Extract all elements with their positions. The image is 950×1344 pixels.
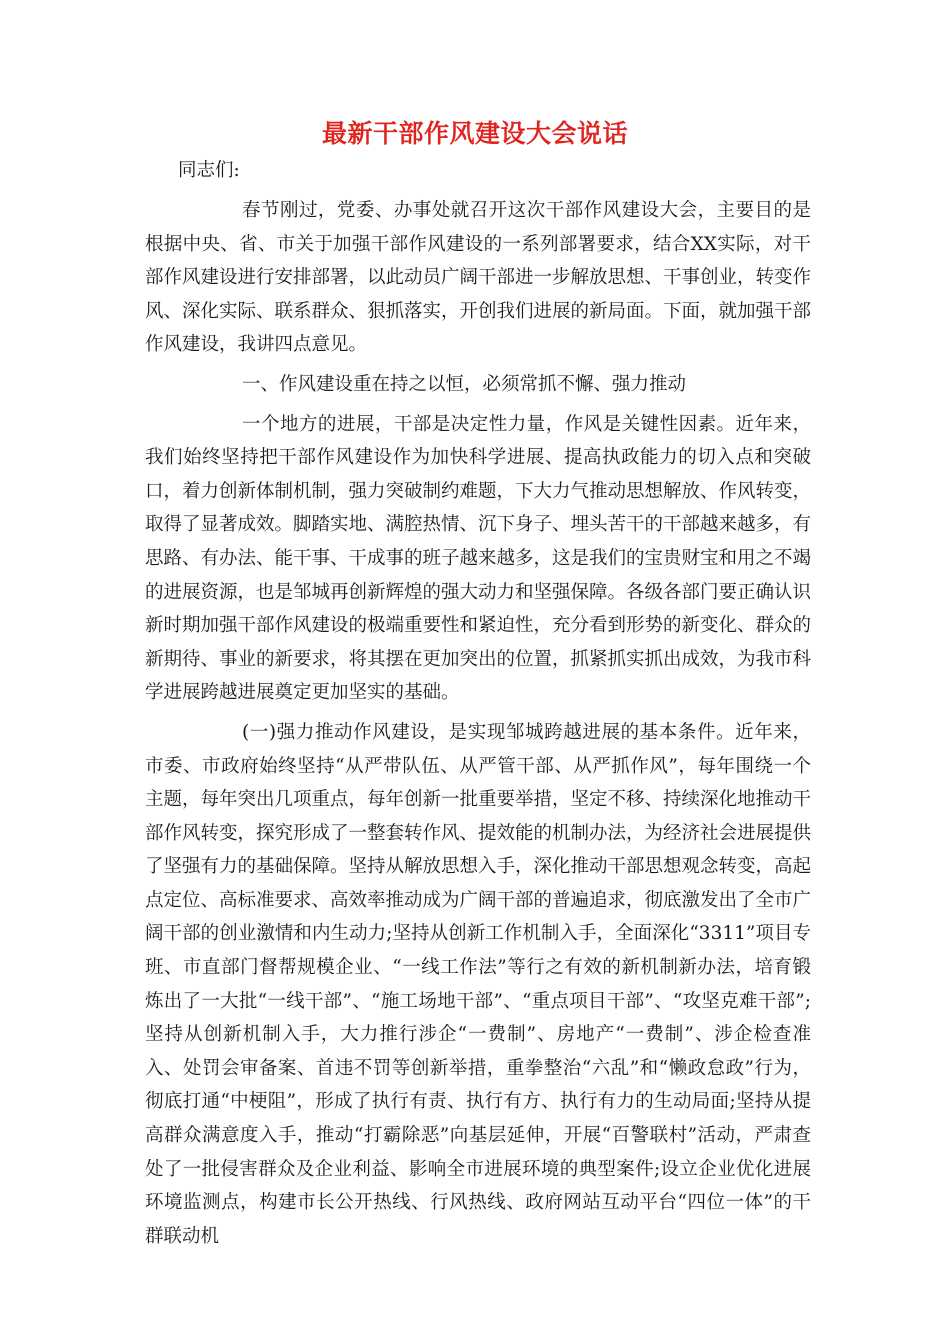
document-body	[145, 194, 811, 1259]
paragraph-intro: 春节刚过，党委、办事处就召开这次干部作风建设大会，主要目的是根据中央、省、市关于加强干部作风建设的一系列部署要求，结合XX实际，对干部作风建设进行安排部署，以此动员广阔干部进一步解放思想、干事创业，转变作风、深化实际、联系群众、狠抓落实，开创我们进展的新局面。下面，就加强干部作风建设，我讲四点意见。	[145, 200, 812, 356]
section-heading-1: 一、作风建设重在持之以恒，必须常抓不懈、强力推动	[242, 373, 687, 395]
salutation: 同志们:	[178, 160, 240, 181]
document-title: 最新干部作风建设大会说话	[321, 119, 628, 148]
paragraph-section-1: 一个地方的进展，干部是决定性力量，作风是关键性因素。近年来，我们始终坚持把干部作风建设作为加快科学进展、提高执政能力的切入点和突破口，着力创新体制机制，强力突破制约难题，下大力气推动思想解放、作风转变，取得了显著成效。脚踏实地、满腔热情、沉下身子、埋头苦干的干部越来越多，有思路、有办法、能干事、干成事的班子越来越多，这是我们的宝贵财宝和用之不竭的进展资源，也是邹城再创新辉煌的强大动力和坚强保障。各级各部门要正确认识新时期加强干部作风建设的极端重要性和紧迫性，充分看到形势的新变化、群众的新期待、事业的新要求，将其摆在更加突出的位置，抓紧抓实抓出成效，为我市科学进展跨越进展奠定更加坚实的基础。	[145, 413, 812, 704]
paragraph-subsection-1: (一)强力推动作风建设，是实现邹城跨越进展的基本条件。近年来，市委、市政府始终坚持“从严带队伍、从严管干部、从严抓作风”，每年围绕一个主题，每年突出几项重点，每年创新一批重要举措，坚定不移、持续深化地推动干部作风转变，探究形成了一整套转作风、提效能的机制办法，为经济社会进展提供了坚强有力的基础保障。坚持从解放思想入手，深化推动干部思想观念转变，高起点定位、高标准要求、高效率推动成为广阔干部的普遍追求，彻底激发出了全市广阔干部的创业激情和内生动力;坚持从创新工作机制入手，全面深化“3311”项目专班、市直部门督帮规模企业、“一线工作法”等行之有效的新机制新办法，培育锻炼出了一大批“一线干部”、“施工场地干部”、“重点项目干部”、“攻坚克难干部”;坚持从创新机制入手，大力推行涉企“一费制”、房地产“一费制”、涉企检查准入、处罚会审备案、首违不罚等创新举措，重拳整治“六乱”和“懒政怠政”行为，彻底打通“中梗阻”，形成了执行有责、执行有方、执行有力的生动局面;坚持从提高群众满意度入手，推动“打霸除恶”向基层延伸，开展“百警联村”活动，严肃查处了一批侵害群众及企业利益、影响全市进展环境的典型案件;设立企业优化进展环境监测点，构建市长公开热线、行风热线、政府网站互动平台“四位一体”的干群联动机	[145, 721, 812, 1247]
